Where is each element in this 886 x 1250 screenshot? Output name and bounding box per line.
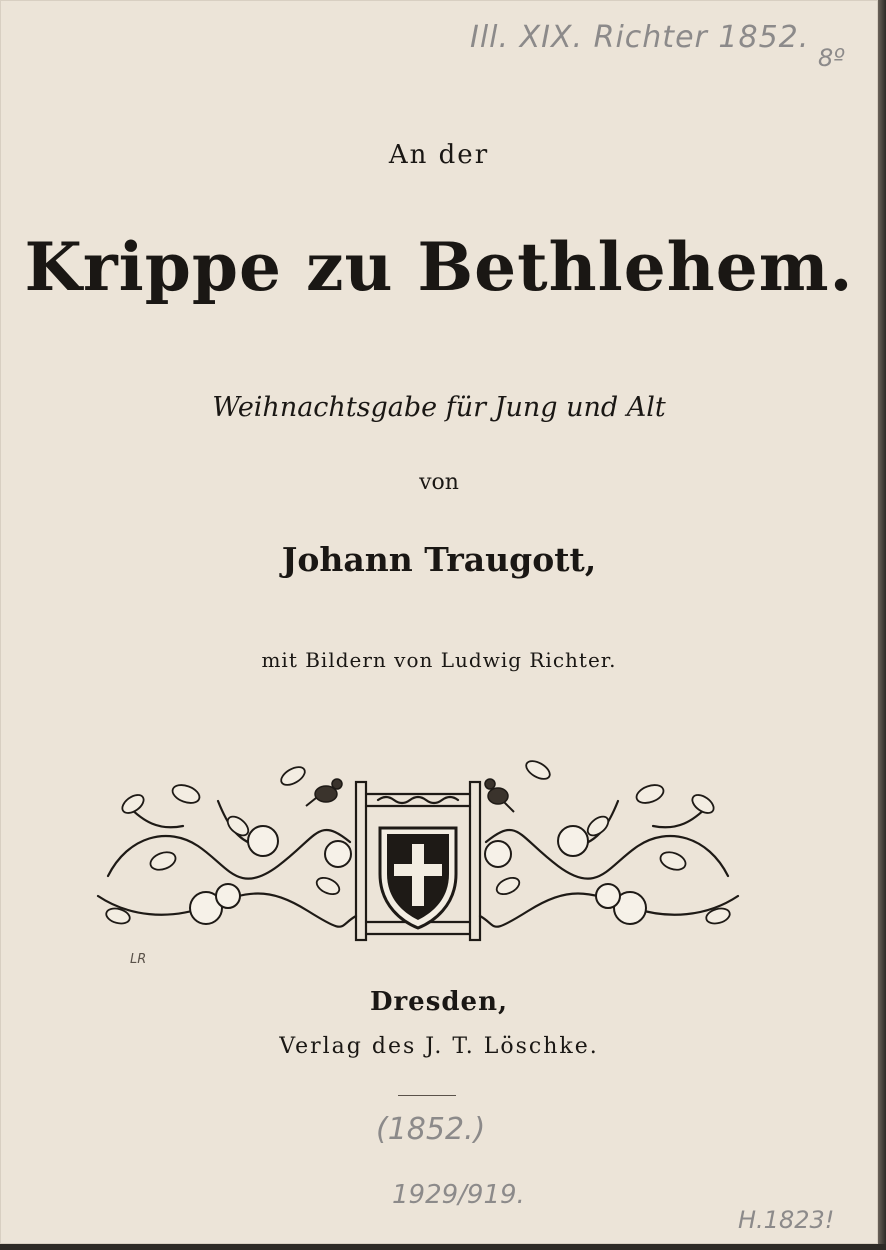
pre-title: An der	[388, 140, 490, 170]
ornamental-vignette	[88, 746, 748, 951]
illustrator-line: mit Bildern von Ludwig Richter.	[261, 648, 617, 672]
subtitle: Weihnachtsgabe für Jung und Alt	[212, 392, 666, 423]
format-note: 8º	[818, 44, 845, 72]
book-title: Krippe zu Bethlehem.	[24, 228, 854, 306]
page-edge-bottom	[0, 1244, 886, 1250]
year-note: (1852.)	[376, 1112, 486, 1147]
author-name: Johann Traugott,	[281, 540, 597, 579]
publisher-city: Dresden,	[369, 987, 509, 1017]
page-edge-right	[878, 0, 886, 1250]
shelfmark-note: Ill. XIX. Richter 1852.	[470, 20, 810, 55]
publisher-name: Verlag des J. T. Löschke.	[279, 1034, 599, 1059]
by-line: von	[419, 470, 459, 495]
inventory-note: H.1823!	[738, 1206, 835, 1234]
divider-rule	[398, 1095, 456, 1096]
accession-note: 1929/919.	[392, 1180, 525, 1210]
monogram-mark: LR	[130, 952, 147, 967]
